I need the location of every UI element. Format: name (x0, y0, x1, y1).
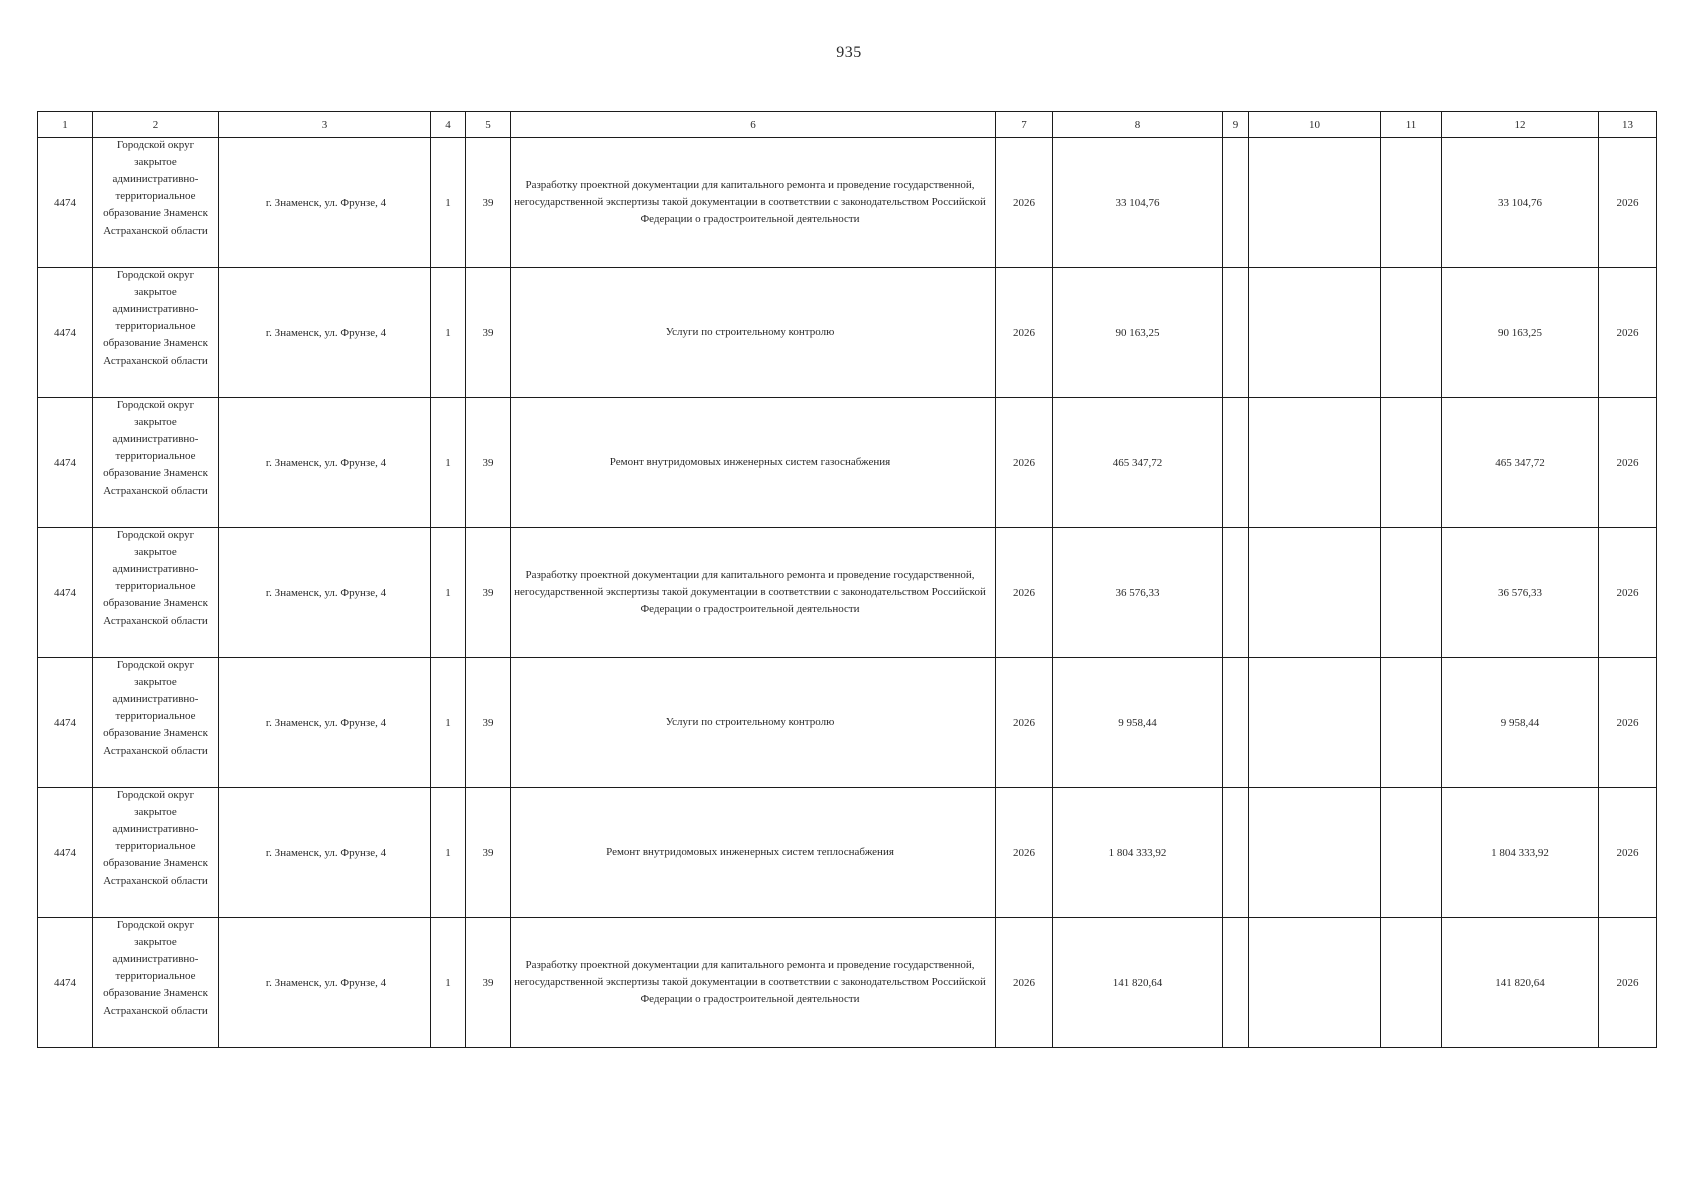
address-cell: г. Знаменск, ул. Фрунзе, 4 (219, 268, 431, 398)
total-cost-cell: 1 804 333,92 (1442, 788, 1599, 918)
municipality-cell (93, 398, 219, 528)
col10-cell (1249, 528, 1381, 658)
cost-cell: 36 576,33 (1053, 528, 1223, 658)
column-header: 12 (1442, 112, 1599, 138)
total-cost-cell: 36 576,33 (1442, 528, 1599, 658)
address-cell: г. Знаменск, ул. Фрунзе, 4 (219, 918, 431, 1048)
table-row (38, 528, 1657, 658)
completion-year-cell: 2026 (1599, 788, 1657, 918)
municipality-text: Городской округ закрытое административно-территориальное образование Знаменск Астраханской области (103, 398, 208, 497)
row-code-cell: 4474 (38, 528, 93, 658)
col9-cell (1223, 268, 1249, 398)
municipality-text: Городской округ закрытое административно-территориальное образование Знаменск Астраханской области (103, 528, 208, 627)
col4-cell: 1 (431, 788, 466, 918)
work-type-cell: Услуги по строительному контролю (511, 658, 996, 788)
column-number-header-row (38, 112, 1657, 138)
work-type-cell: Услуги по строительному контролю (511, 268, 996, 398)
year-cell: 2026 (996, 658, 1053, 788)
completion-year-cell: 2026 (1599, 918, 1657, 1048)
cost-cell: 465 347,72 (1053, 398, 1223, 528)
col11-cell (1381, 138, 1442, 268)
address-cell: г. Знаменск, ул. Фрунзе, 4 (219, 138, 431, 268)
year-cell: 2026 (996, 398, 1053, 528)
total-cost-cell: 141 820,64 (1442, 918, 1599, 1048)
table-row (38, 658, 1657, 788)
col11-cell (1381, 398, 1442, 528)
year-cell: 2026 (996, 138, 1053, 268)
col5-cell: 39 (466, 918, 511, 1048)
col11-cell (1381, 528, 1442, 658)
column-header: 4 (431, 112, 466, 138)
total-cost-cell: 465 347,72 (1442, 398, 1599, 528)
address-cell: г. Знаменск, ул. Фрунзе, 4 (219, 398, 431, 528)
work-type-cell: Ремонт внутридомовых инженерных систем теплоснабжения (511, 788, 996, 918)
col5-cell: 39 (466, 658, 511, 788)
work-type-cell: Разработку проектной документации для капитального ремонта и проведение государственной, негосударственной экспертизы такой документации в соответствии с законодательством Российской Федерации о градостроительной деятельности (511, 528, 996, 658)
column-header: 2 (93, 112, 219, 138)
cost-cell: 9 958,44 (1053, 658, 1223, 788)
address-cell: г. Знаменск, ул. Фрунзе, 4 (219, 658, 431, 788)
row-code-cell: 4474 (38, 398, 93, 528)
col5-cell: 39 (466, 788, 511, 918)
col11-cell (1381, 918, 1442, 1048)
col9-cell (1223, 138, 1249, 268)
col11-cell (1381, 788, 1442, 918)
completion-year-cell: 2026 (1599, 138, 1657, 268)
row-code-cell: 4474 (38, 658, 93, 788)
column-header: 10 (1249, 112, 1381, 138)
year-cell: 2026 (996, 918, 1053, 1048)
column-header: 3 (219, 112, 431, 138)
total-cost-cell: 33 104,76 (1442, 138, 1599, 268)
col5-cell: 39 (466, 138, 511, 268)
table-row (38, 398, 1657, 528)
capital-repair-table (37, 111, 1657, 1048)
column-header: 8 (1053, 112, 1223, 138)
year-cell: 2026 (996, 528, 1053, 658)
column-header: 9 (1223, 112, 1249, 138)
col10-cell (1249, 268, 1381, 398)
col4-cell: 1 (431, 398, 466, 528)
row-code-cell: 4474 (38, 268, 93, 398)
col10-cell (1249, 918, 1381, 1048)
table-row (38, 788, 1657, 918)
work-type-cell: Разработку проектной документации для капитального ремонта и проведение государственной, негосударственной экспертизы такой документации в соответствии с законодательством Российской Федерации о градостроительной деятельности (511, 918, 996, 1048)
col4-cell: 1 (431, 658, 466, 788)
col9-cell (1223, 918, 1249, 1048)
cost-cell: 33 104,76 (1053, 138, 1223, 268)
column-header: 6 (511, 112, 996, 138)
cost-cell: 90 163,25 (1053, 268, 1223, 398)
col5-cell: 39 (466, 528, 511, 658)
col4-cell: 1 (431, 528, 466, 658)
col5-cell: 39 (466, 268, 511, 398)
cost-cell: 1 804 333,92 (1053, 788, 1223, 918)
col4-cell: 1 (431, 138, 466, 268)
col9-cell (1223, 788, 1249, 918)
year-cell: 2026 (996, 788, 1053, 918)
year-cell: 2026 (996, 268, 1053, 398)
municipality-cell (93, 268, 219, 398)
row-code-cell: 4474 (38, 138, 93, 268)
completion-year-cell: 2026 (1599, 528, 1657, 658)
municipality-text: Городской округ закрытое административно-территориальное образование Знаменск Астраханской области (103, 268, 208, 367)
address-cell: г. Знаменск, ул. Фрунзе, 4 (219, 788, 431, 918)
col11-cell (1381, 658, 1442, 788)
col9-cell (1223, 658, 1249, 788)
col10-cell (1249, 138, 1381, 268)
row-code-cell: 4474 (38, 918, 93, 1048)
total-cost-cell: 9 958,44 (1442, 658, 1599, 788)
table-row (38, 918, 1657, 1048)
column-header: 11 (1381, 112, 1442, 138)
col4-cell: 1 (431, 268, 466, 398)
col4-cell: 1 (431, 918, 466, 1048)
municipality-cell (93, 788, 219, 918)
cost-cell: 141 820,64 (1053, 918, 1223, 1048)
column-header: 7 (996, 112, 1053, 138)
col9-cell (1223, 398, 1249, 528)
completion-year-cell: 2026 (1599, 398, 1657, 528)
column-header: 5 (466, 112, 511, 138)
col9-cell (1223, 528, 1249, 658)
col10-cell (1249, 658, 1381, 788)
column-header: 13 (1599, 112, 1657, 138)
municipality-cell (93, 528, 219, 658)
table-body (38, 138, 1657, 1048)
municipality-text: Городской округ закрытое административно-территориальное образование Знаменск Астраханской области (103, 918, 208, 1017)
address-cell: г. Знаменск, ул. Фрунзе, 4 (219, 528, 431, 658)
work-type-cell: Разработку проектной документации для капитального ремонта и проведение государственной, негосударственной экспертизы такой документации в соответствии с законодательством Российской Федерации о градостроительной деятельности (511, 138, 996, 268)
municipality-text: Городской округ закрытое административно-территориальное образование Знаменск Астраханской области (103, 658, 208, 757)
municipality-cell (93, 918, 219, 1048)
col10-cell (1249, 788, 1381, 918)
municipality-text: Городской округ закрытое административно-территориальное образование Знаменск Астраханской области (103, 788, 208, 887)
completion-year-cell: 2026 (1599, 268, 1657, 398)
col10-cell (1249, 398, 1381, 528)
column-header: 1 (38, 112, 93, 138)
col5-cell: 39 (466, 398, 511, 528)
municipality-cell (93, 138, 219, 268)
municipality-text: Городской округ закрытое административно-территориальное образование Знаменск Астраханской области (103, 138, 208, 237)
col11-cell (1381, 268, 1442, 398)
table-row (38, 138, 1657, 268)
municipality-cell (93, 658, 219, 788)
page-number: 935 (836, 44, 862, 61)
completion-year-cell: 2026 (1599, 658, 1657, 788)
table-row (38, 268, 1657, 398)
work-type-cell: Ремонт внутридомовых инженерных систем газоснабжения (511, 398, 996, 528)
total-cost-cell: 90 163,25 (1442, 268, 1599, 398)
row-code-cell: 4474 (38, 788, 93, 918)
